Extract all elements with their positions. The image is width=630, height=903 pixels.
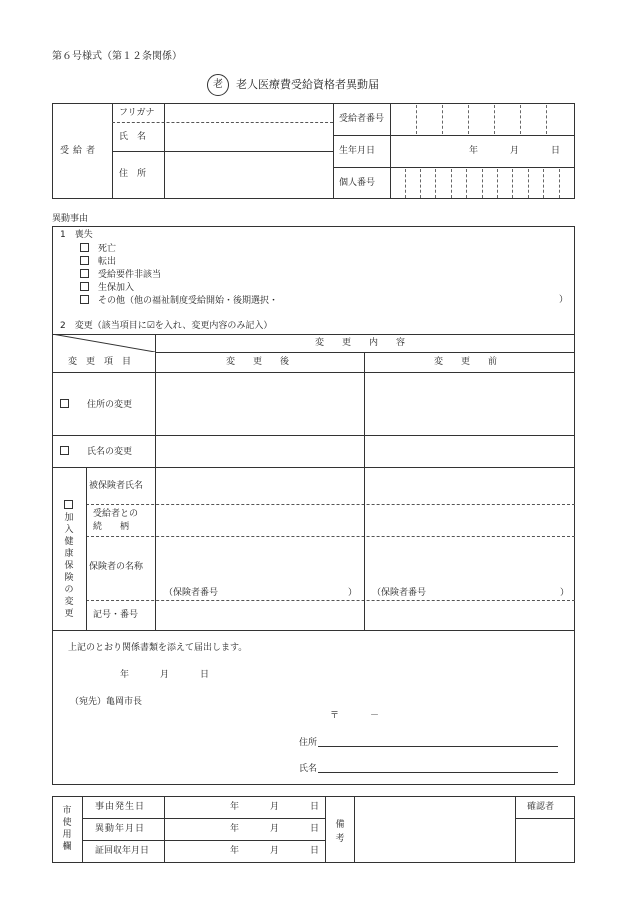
insurer-number-after-close: ） xyxy=(348,588,358,598)
applicant-name-label: 氏名 xyxy=(299,764,318,774)
insurer-number-before-label: （保険者番号 xyxy=(372,588,427,598)
change-year-unit: 年 xyxy=(230,824,240,834)
declaration-day-unit: 日 xyxy=(200,670,210,680)
after-change-header: 変 更 後 xyxy=(226,357,290,367)
header-diagonal-line xyxy=(52,334,155,352)
symbol-number-label: 記号・番号 xyxy=(93,610,139,620)
card-collection-date-label: 証回収年月日 xyxy=(95,846,150,856)
name-after-field[interactable] xyxy=(157,437,363,466)
applicant-name-field[interactable] xyxy=(320,760,558,772)
change-date-label: 異動年月日 xyxy=(95,824,146,834)
insurer-number-before-close: ） xyxy=(560,588,570,598)
address-after-field[interactable] xyxy=(157,374,363,434)
change-title: 2 変更（該当項目に☑を入れ、変更内容のみ記入） xyxy=(60,321,273,331)
occurrence-date-label: 事由発生日 xyxy=(95,802,146,812)
change-item-header: 変 更 項 目 xyxy=(68,357,132,367)
address-change-checkbox[interactable] xyxy=(60,399,69,408)
confirmer-stamp-field[interactable] xyxy=(517,820,574,862)
recipient-number-label: 受給者番号 xyxy=(339,114,385,124)
loss-item-welfare[interactable]: 生保加入 xyxy=(80,282,134,294)
occurrence-year-unit: 年 xyxy=(230,802,240,812)
occurrence-month-unit: 月 xyxy=(270,802,280,812)
confirmer-label: 確認者 xyxy=(527,802,555,812)
insurer-name-label: 保険者の名称 xyxy=(89,562,144,572)
declaration-year-unit: 年 xyxy=(120,670,130,680)
death-checkbox[interactable] xyxy=(80,243,89,252)
address-label: 住 所 xyxy=(119,169,147,179)
insured-name-label: 被保険者氏名 xyxy=(89,481,144,491)
name-field[interactable] xyxy=(166,124,331,150)
ineligible-checkbox[interactable] xyxy=(80,269,89,278)
individual-number-label: 個人番号 xyxy=(339,178,376,188)
welfare-checkbox[interactable] xyxy=(80,282,89,291)
form-number: 第６号様式（第１２条関係） xyxy=(52,51,182,62)
address-change-row[interactable]: 住所の変更 xyxy=(60,399,132,411)
furigana-label: フリガナ xyxy=(119,108,155,118)
relation-label-line1: 受給者との xyxy=(93,509,139,519)
recipient-section-label: 受給者 xyxy=(60,146,100,156)
applicant-address-field[interactable] xyxy=(320,734,558,746)
furigana-field[interactable] xyxy=(166,105,331,120)
address-field[interactable] xyxy=(166,153,331,197)
change-contents-header: 変 更 内 容 xyxy=(315,338,406,348)
other-close-paren: ） xyxy=(559,295,569,305)
change-month-unit: 月 xyxy=(270,824,280,834)
name-change-checkbox[interactable] xyxy=(60,446,69,455)
birthdate-field[interactable] xyxy=(391,136,574,166)
collection-month-unit: 月 xyxy=(270,846,280,856)
remarks-label: 備考 xyxy=(335,820,345,844)
before-change-header: 変 更 前 xyxy=(434,357,498,367)
birth-year-unit: 年 xyxy=(469,146,479,156)
addressee: （宛先）亀岡市長 xyxy=(70,697,143,707)
birth-day-unit: 日 xyxy=(551,146,561,156)
collection-day-unit: 日 xyxy=(310,846,320,856)
form-title: 老人医療費受給資格者異動届 xyxy=(236,78,379,91)
occurrence-day-unit: 日 xyxy=(310,802,320,812)
birthdate-label: 生年月日 xyxy=(339,146,376,156)
change-day-unit: 日 xyxy=(310,824,320,834)
loss-item-other[interactable]: その他（他の福祉制度受給開始・後期選択・ xyxy=(80,295,278,307)
insurance-change-label: 加入健康保険の変更 xyxy=(64,513,74,619)
loss-item-death[interactable]: 死亡 xyxy=(80,243,116,255)
name-label: 氏 名 xyxy=(119,132,147,142)
birth-month-unit: 月 xyxy=(510,146,520,156)
loss-item-ineligible[interactable]: 受給要件非該当 xyxy=(80,269,161,281)
insurance-change-checkbox[interactable] xyxy=(64,493,73,512)
declaration-text: 上記のとおり関係書類を添えて届出します。 xyxy=(68,643,248,653)
office-use-label: 市使用欄 xyxy=(62,806,72,852)
other-checkbox[interactable] xyxy=(80,295,89,304)
loss-item-moved-out[interactable]: 転出 xyxy=(80,256,116,268)
name-before-field[interactable] xyxy=(366,437,574,466)
elderly-circle-mark: 老 xyxy=(207,74,229,96)
insurer-number-after-label: （保険者番号 xyxy=(164,588,219,598)
loss-title: 1 喪失 xyxy=(60,230,93,240)
remarks-field[interactable] xyxy=(356,798,514,862)
postal-mark: 〒 xyxy=(330,711,340,721)
collection-year-unit: 年 xyxy=(230,846,240,856)
change-reason-label: 異動事由 xyxy=(52,214,89,224)
applicant-address-label: 住所 xyxy=(299,738,318,748)
moved-out-checkbox[interactable] xyxy=(80,256,89,265)
postal-dash: － xyxy=(370,711,380,721)
declaration-month-unit: 月 xyxy=(160,670,170,680)
name-change-row[interactable]: 氏名の変更 xyxy=(60,446,132,458)
relation-label-line2: 続 柄 xyxy=(93,522,130,532)
address-before-field[interactable] xyxy=(366,374,574,434)
